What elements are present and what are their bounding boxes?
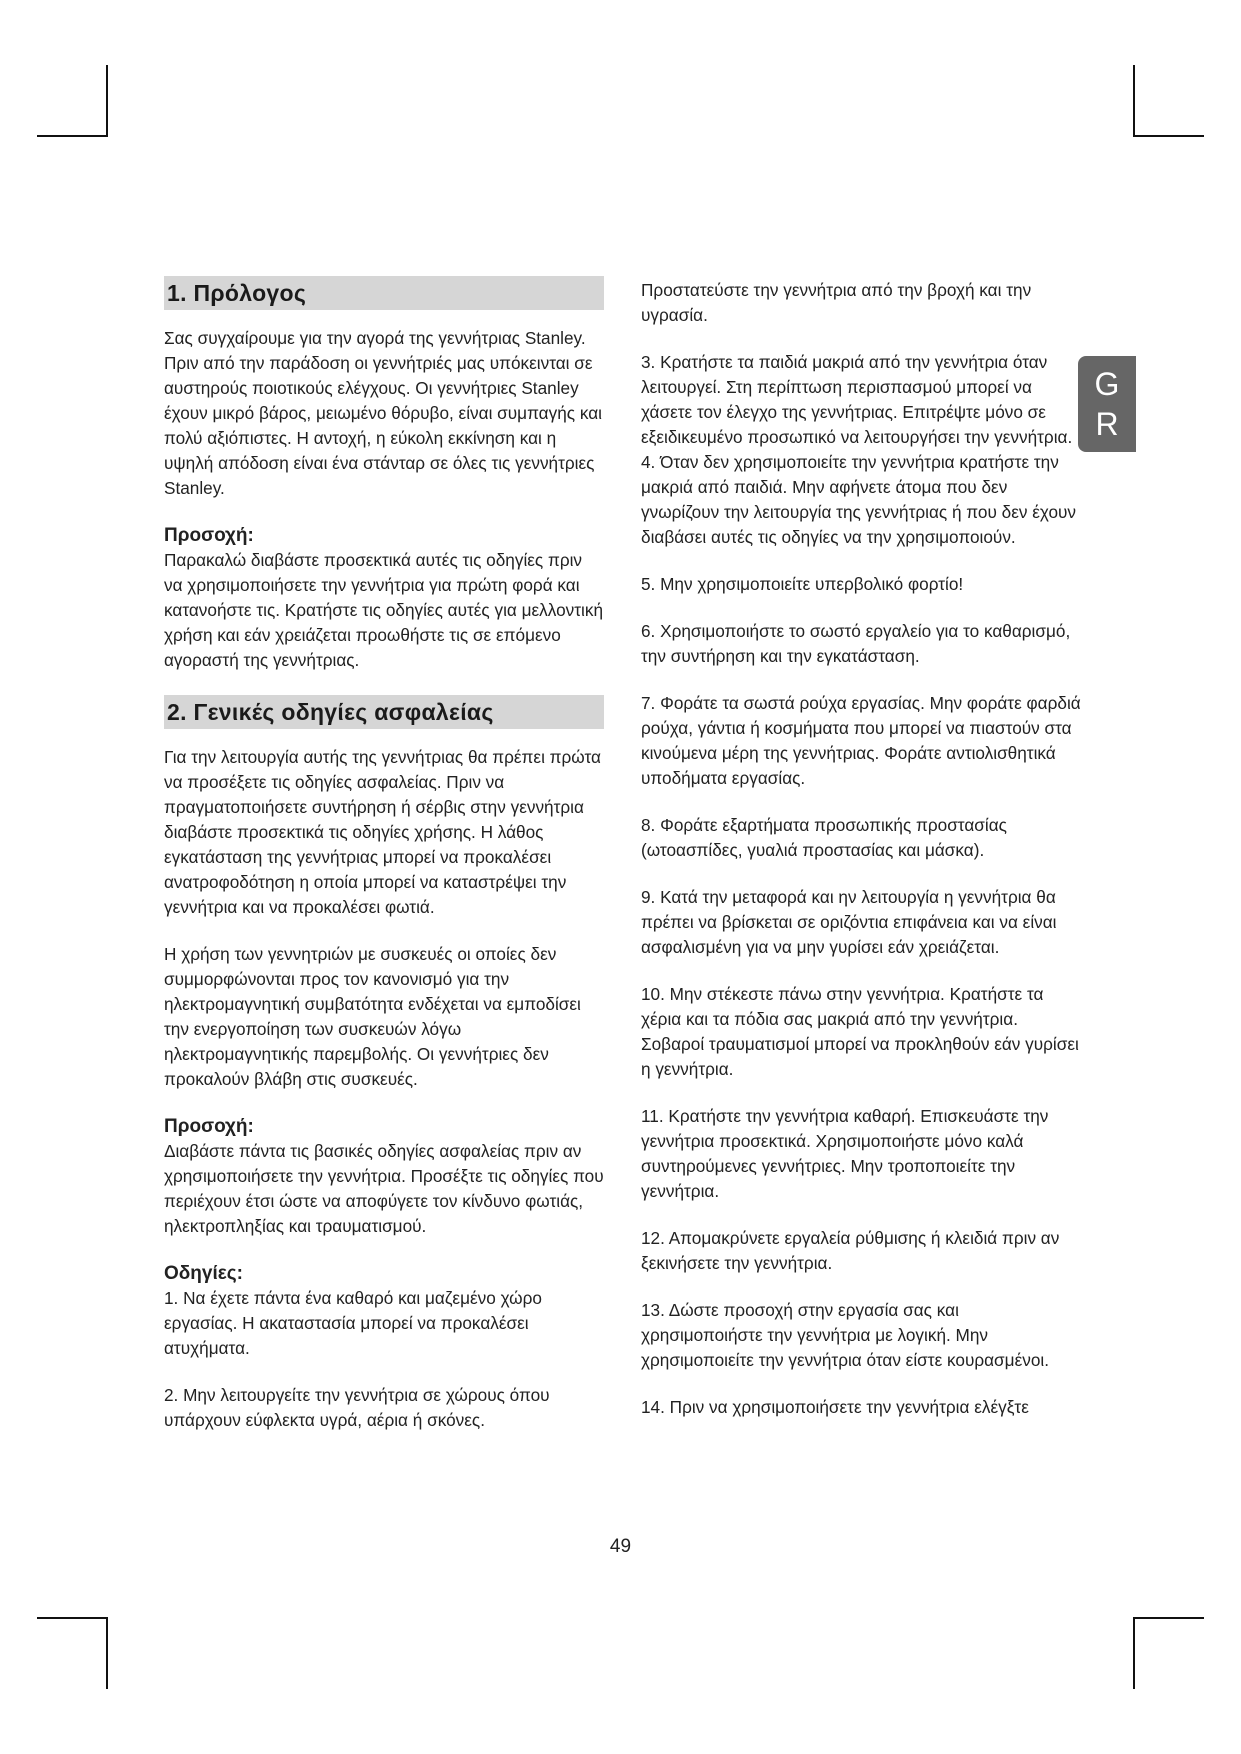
crop-mark-br-h <box>1133 1617 1204 1619</box>
crop-mark-bl-v <box>106 1617 108 1689</box>
safety-paragraph-1: Για την λειτουργία αυτής της γεννήτριας θα πρέπει πρώτα να προσέξετε τις οδηγίες ασφαλείας. Πριν να πραγματοποιήσετε συντήρηση ή σέρβις στην γεννήτρια διαβάστε προσεκτικά τις οδηγίες χρήσης. Η λάθος εγκατάσταση της γεννήτριας μπορεί να προκαλέσει ανατροφοδότηση η οποία μπορεί να καταστρέψει την γεννήτρια και να προκαλέσει φωτιά. <box>164 747 601 917</box>
intro-paragraph: Σας συγχαίρουμε για την αγορά της γεννήτριας Stanley. Πριν από την παράδοση οι γεννήτριές μας υπόκεινται σε αυστηρούς ποιοτικούς ελέγχους. Οι γεννήτριες Stanley έχουν μικρό βάρος, μειωμένο θόρυβο, είναι συμπαγής και πολύ αξιόπιστες. Η αντοχή, η εύκολη εκκίνηση και η υψηλή απόδοση είναι ένα στάνταρ σε όλες τις γεννήτριες Stanley. <box>164 328 602 498</box>
crop-mark-bl-h <box>37 1617 108 1619</box>
instruction-item-13: 13. Δώστε προσοχή στην εργασία σας και χρησιμοποιήστε την γεννήτρια με λογική. Μην χρησιμοποιείτε την γεννήτρια όταν είστε κουρασμένοι. <box>641 1300 1049 1370</box>
instruction-item-7: 7. Φοράτε τα σωστά ρούχα εργασίας. Μην φοράτε φαρδιά ρούχα, γάντια ή κοσμήματα που μπορεί να πιαστούν στα κινούμενα μέρη της γεννήτριας. Φοράτε αντιολισθητικά υποδήματα εργασίας. <box>641 693 1081 788</box>
crop-mark-tr-v <box>1133 65 1135 137</box>
page-number: 49 <box>609 1536 632 1557</box>
language-tab-line-1: G <box>1094 366 1120 402</box>
crop-mark-tl-v <box>106 65 108 137</box>
safety-paragraph-2: Η χρήση των γεννητριών με συσκευές οι οποίες δεν συμμορφώνονται προς τον κανονισμό για την ηλεκτρομαγνητική συμβατότητα ενδέχεται να εμποδίσει την ενεργοποίηση των συσκευών λόγω ηλεκτρομαγνητικής παρεμβολής. Οι γεννήτριες δεν προκαλούν βλάβη στις συσκευές. <box>164 944 581 1089</box>
instruction-item-5: 5. Μην χρησιμοποιείτε υπερβολικό φορτίο! <box>641 574 964 594</box>
instruction-item-11: 11. Κρατήστε την γεννήτρια καθαρή. Επισκευάστε την γεννήτρια προσεκτικά. Χρησιμοποιήστε μόνο καλά συντηρούμενες γεννήτριες. Μην τροποποιείτε την γεννήτρια. <box>641 1106 1049 1201</box>
crop-mark-tl-h <box>37 135 108 137</box>
instruction-item-12: 12. Απομακρύνετε εργαλεία ρύθμισης ή κλειδιά πριν αν ξεκινήσετε την γεννήτρια. <box>641 1228 1060 1273</box>
left-column <box>164 276 604 1433</box>
caution-paragraph-2: Διαβάστε πάντα τις βασικές οδηγίες ασφαλείας πριν αν χρησιμοποιήσετε την γεννήτρια. Προσέξτε τις οδηγίες που περιέχουν έτσι ώστε να αποφύγετε τον κίνδυνο φωτιάς, ηλεκτροπληξίας και τραυματισμού. <box>164 1141 604 1236</box>
instruction-item-3: 3. Κρατήστε τα παιδιά μακριά από την γεννήτρια όταν λειτουργεί. Στη περίπτωση περισπασμού μπορεί να χάσετε τον έλεγχο της γεννήτριας. Επιτρέψτε μόνο σε εξειδικευμένο προσωπικό να λειτουργήσει την γεννήτρια. <box>641 352 1073 447</box>
crop-mark-br-v <box>1133 1617 1135 1689</box>
instruction-item-1: 1. Να έχετε πάντα ένα καθαρό και μαζεμένο χώρο εργασίας. Η ακαταστασία μπορεί να προκαλέσει ατυχήματα. <box>164 1288 542 1358</box>
instruction-item-10: 10. Μην στέκεστε πάνω στην γεννήτρια. Κρατήστε τα χέρια και τα πόδια σας μακριά από την γεννήτρια. Σοβαροί τραυματισμοί μπορεί να προκληθούν εάν γυρίσει η γεννήτρια. <box>641 984 1079 1079</box>
instruction-item-4: 4. Όταν δεν χρησιμοποιείτε την γεννήτρια κρατήστε την μακριά από παιδιά. Μην αφήνετε άτομα που δεν γνωρίζουν την λειτουργία της γεννήτριας ή που δεν έχουν διαβάσει αυτές τις οδηγίες να την χρησιμοποιούν. <box>641 452 1076 547</box>
right-column <box>641 278 1081 1420</box>
instruction-item-8: 8. Φοράτε εξαρτήματα προσωπικής προστασίας (ωτοασπίδες, γυαλιά προστασίας και μάσκα). <box>641 815 1007 860</box>
instruction-item-14: 14. Πριν να χρησιμοποιήσετε την γεννήτρια ελέγξτε <box>641 1397 1029 1417</box>
instructions-title: Οδηγίες: <box>164 1263 243 1284</box>
instruction-item-6: 6. Χρησιμοποιήστε το σωστό εργαλείο για το καθαρισμό, την συντήρηση και την εγκατάσταση. <box>641 621 1071 666</box>
section-heading-prologue: 1. Πρόλογος <box>164 276 604 310</box>
caution-title: Προσοχή: <box>164 525 254 546</box>
instruction-item-2: 2. Μην λειτουργείτε την γεννήτρια σε χώρους όπου υπάρχουν εύφλεκτα υγρά, αέρια ή σκόνες. <box>164 1385 550 1430</box>
language-tab-line-2: R <box>1095 406 1119 442</box>
instruction-item-2-continued: Προστατεύστε την γεννήτρια από την βροχή και την υγρασία. <box>641 280 1032 325</box>
section-heading-safety: 2. Γενικές οδηγίες ασφαλείας <box>164 695 604 729</box>
caution-title-2: Προσοχή: <box>164 1116 254 1137</box>
language-tab <box>1078 356 1136 452</box>
instruction-item-9: 9. Κατά την μεταφορά και ην λειτουργία η γεννήτρια θα πρέπει να βρίσκεται σε οριζόντια επιφάνεια και να είναι ασφαλισμένη για να μην γυρίσει εάν χρειάζεται. <box>641 887 1057 957</box>
caution-paragraph: Παρακαλώ διαβάστε προσεκτικά αυτές τις οδηγίες πριν να χρησιμοποιήσετε την γεννήτρια για πρώτη φορά και κατανοήστε τις. Κρατήστε τις οδηγίες αυτές για μελλοντική χρήση και εάν χρειάζεται προωθήστε τις σε επόμενο αγοραστή της γεννήτριας. <box>164 550 604 670</box>
crop-mark-tr-h <box>1133 135 1204 137</box>
